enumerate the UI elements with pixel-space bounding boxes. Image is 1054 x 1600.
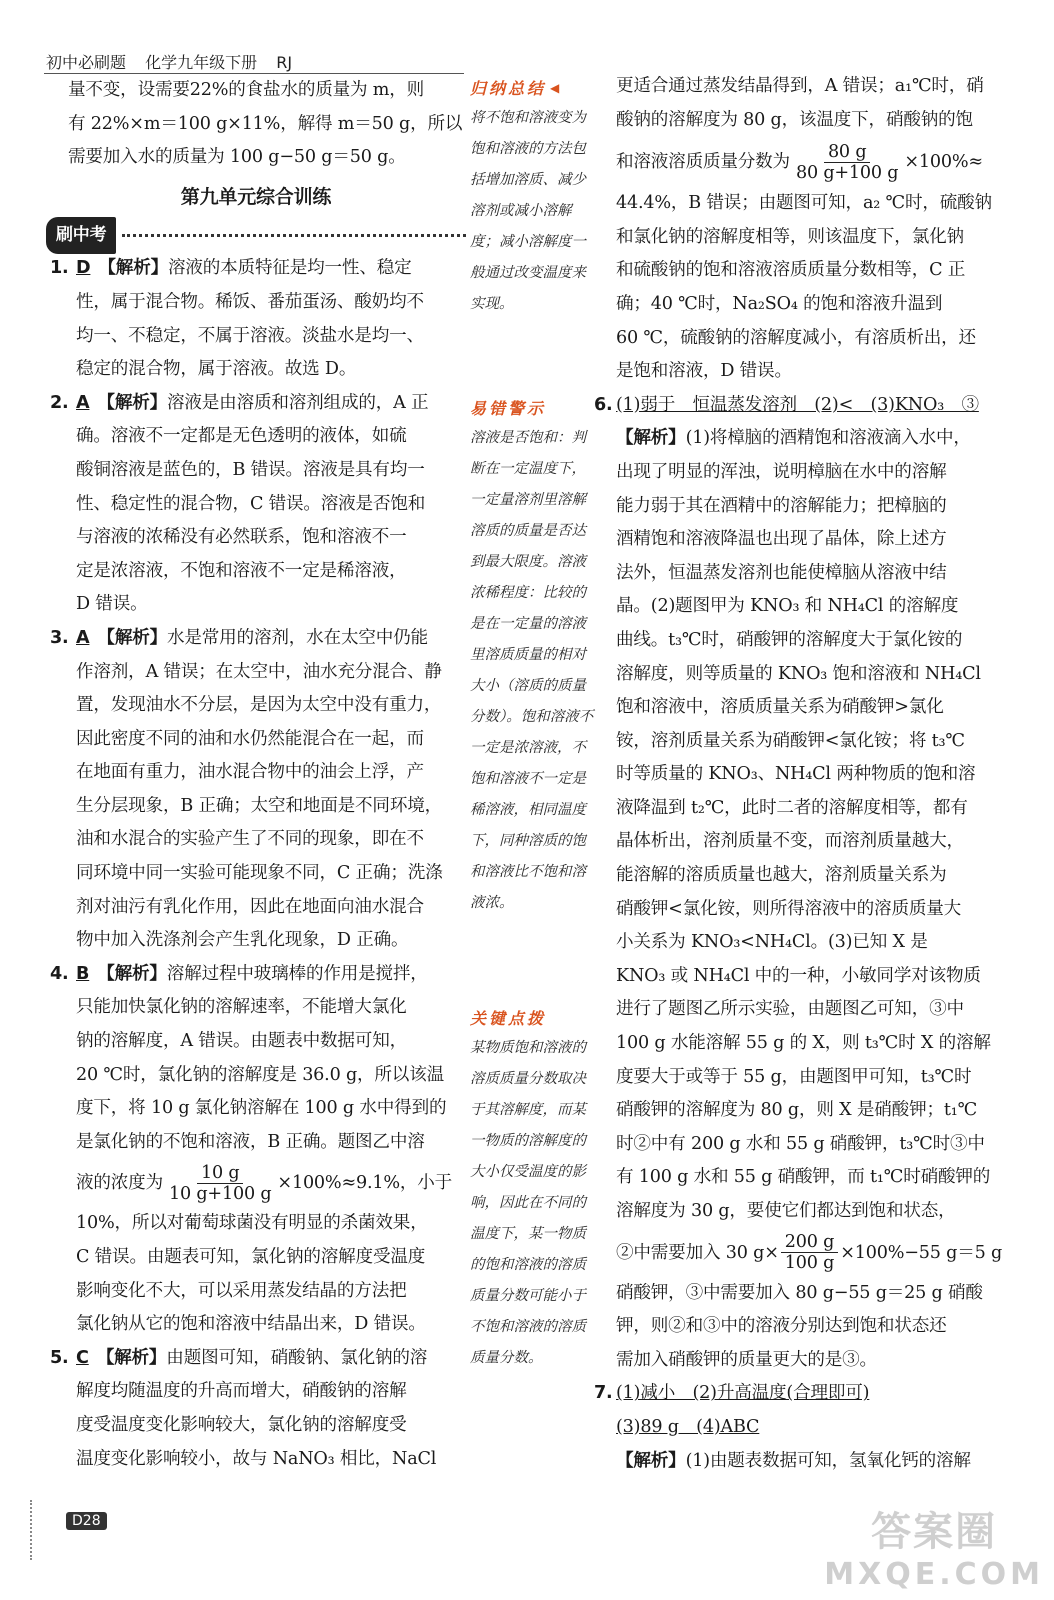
- text-line: 需要加入水的质量为 100 g−50 g＝50 g。: [68, 147, 406, 168]
- text-line: 稳定的混合物，属于溶液。故选 D。: [76, 359, 357, 380]
- text-line: 量不变，设需要22%的食盐水的质量为 m，则: [68, 80, 425, 100]
- text-line: 水是常用的溶剂，水在太空中仍能: [167, 627, 428, 648]
- text-line: 度受温度变化影响较大，氯化钠的溶解度受: [76, 1414, 407, 1435]
- text-line: 钠的溶解度，A 错误。由题表中数据可知，: [76, 1031, 407, 1052]
- triangle-left-icon: ◀: [550, 80, 563, 95]
- text-line: (1)将樟脑的酒精饱和溶液滴入水中，: [685, 428, 971, 449]
- text-line: 晶体析出，溶剂质量不变，而溶剂质量越大，: [616, 831, 964, 852]
- text-line: 出现了明显的浑浊，说明樟脑在水中的溶解: [616, 461, 947, 482]
- text-line: 时等质量的 KNO₃、NH₄Cl 两种物质的饱和溶: [616, 764, 976, 785]
- answer-letter: A: [76, 392, 90, 413]
- text-line: 因此密度不同的油和水仍然能混合在一起，而: [76, 728, 424, 749]
- side-note-warning: [470, 396, 598, 919]
- footer-dots: [30, 1500, 32, 1560]
- text-line: 和氯化钠的溶解度相等，则该温度下，氯化钠: [616, 226, 964, 247]
- text-fragment: ×100%≈: [904, 152, 983, 173]
- text-line: 溶解过程中玻璃棒的作用是搅拌，: [166, 963, 428, 984]
- question-number: 3.: [50, 627, 69, 648]
- text-line: 能溶解的溶质质量也越大，溶剂质量关系为: [616, 865, 947, 886]
- answer-letter: A: [76, 627, 90, 648]
- text-line: 曲线。t₃℃时，硝酸钾的溶解度大于氯化铵的: [616, 629, 963, 650]
- column-left: [46, 74, 466, 1476]
- text-line: 更适合通过蒸发结晶得到，A 错误；a₁℃时，硝: [616, 76, 984, 96]
- side-note-title: [470, 396, 598, 419]
- text-line: 均一、不稳定，不属于溶液。淡盐水是均一、: [76, 325, 424, 346]
- text-line: 溶解度，则等质量的 KNO₃ 饱和溶液和 NH₄Cl: [616, 663, 981, 684]
- fraction: [781, 1232, 838, 1273]
- text-line: 进行了题图乙所示实验，由题图乙可知，③中: [616, 999, 964, 1020]
- denominator: 80 g+100 g: [795, 162, 899, 183]
- text-line: 置，发现油水不分层，是因为太空中没有重力，: [76, 695, 442, 716]
- edition: RJ: [276, 53, 293, 72]
- question-number: 6.: [594, 394, 613, 415]
- question-5: [46, 1342, 466, 1476]
- text-line: 溶液的本质特征是均一性、稳定: [167, 258, 412, 279]
- fraction: [792, 142, 902, 183]
- text-line: 10%，所以对葡萄球菌没有明显的杀菌效果，: [76, 1213, 428, 1234]
- text-line: 法外，恒温蒸发溶剂也能使樟脑从溶液中结: [616, 562, 947, 583]
- text-line: 溶液是由溶质和溶剂组成的，A 正: [167, 392, 429, 413]
- question-number: 1.: [50, 258, 69, 279]
- text-line: 酸钠的溶解度为 80 g，该温度下，硝酸钠的饱: [616, 109, 973, 130]
- side-note-text: 将不饱和溶液变为饱和溶液的方法包括增加溶质、减少溶剂或减小溶解度；减小溶解度一般通过改变温度来实现。: [470, 110, 586, 312]
- text-line: 钾，则②和③中的溶液分别达到饱和状态还: [616, 1316, 947, 1337]
- text-line: 饱和溶液中，溶质质量关系为硝酸钾>氯化: [616, 697, 944, 718]
- text-line: 酒精饱和溶液降温也出现了晶体，除上述方: [616, 529, 947, 550]
- answer-letter: D: [76, 258, 91, 279]
- page-header: [46, 50, 306, 73]
- text-line: 20 ℃时，氯化钠的溶解度是 36.0 g，所以该温: [76, 1064, 444, 1085]
- text-line: 确。溶液不一定都是无色透明的液体，如硫: [76, 426, 407, 447]
- book-name: 初中必刷题: [46, 53, 127, 72]
- analysis-tag: 【解析】: [97, 963, 167, 984]
- text-line: 和硫酸钠的饱和溶液溶质质量分数相等，C 正: [616, 260, 966, 281]
- q5-continuation: [600, 70, 1020, 389]
- text-line: 硝酸钾<氯化铵，则所得溶液中的溶质质量大: [616, 898, 962, 919]
- text-line: 与溶液的浓稀没有必然联系，饱和溶液不一: [76, 527, 407, 548]
- text-line: KNO₃ 或 NH₄Cl 中的一种，小敏同学对该物质: [616, 965, 981, 986]
- side-note-title: [470, 76, 598, 99]
- column-right: [594, 70, 1020, 1478]
- analysis-tag: 【解析】: [98, 258, 168, 279]
- analysis-tag: 【解析】: [616, 428, 686, 449]
- watermark: [824, 1500, 1044, 1592]
- numerator: 200 g: [781, 1232, 838, 1253]
- text-line: 温度变化影响较小，故与 NaNO₃ 相比，NaCl: [76, 1448, 437, 1469]
- text-line: 氯化钠从它的饱和溶液中结晶出来，D 错误。: [76, 1314, 426, 1335]
- text-line: 生分层现象，B 正确；太空和地面是不同环境，: [76, 795, 442, 816]
- watermark-url: MXQE.COM: [824, 1557, 1044, 1592]
- question-2: [46, 387, 466, 622]
- title-text: 关键点拨: [470, 1009, 547, 1028]
- text-line: 解度均随温度的升高而增大，硝酸钠的溶解: [76, 1381, 407, 1402]
- text-line: 时②中有 200 g 水和 55 g 硝酸钾，t₃℃时③中: [616, 1133, 985, 1154]
- text-line: 作溶剂，A 错误；在太空中，油水充分混合、静: [76, 661, 442, 682]
- text-line: 同环境中同一实验可能现象不同，C 正确；洗涤: [76, 863, 443, 884]
- question-6: [594, 389, 1020, 1378]
- text-line: 酸铜溶液是蓝色的，B 错误。溶液是具有均一: [76, 459, 425, 480]
- text-line: 溶解度为 30 g，要使它们都达到饱和状态，: [616, 1201, 956, 1221]
- dotted-divider: [122, 234, 466, 237]
- text-line: 度下，将 10 g 氯化钠溶解在 100 g 水中得到的: [76, 1098, 447, 1119]
- question-number: 7.: [594, 1383, 613, 1404]
- text-line: 液降温到 t₂℃，此时二者的溶解度相等，都有: [616, 797, 968, 818]
- text-fragment: ②中需要加入 30 g×: [616, 1242, 779, 1263]
- analysis-tag: 【解析】: [97, 627, 167, 648]
- text-line: 小关系为 KNO₃<NH₄Cl。(3)已知 X 是: [616, 932, 928, 953]
- side-note-text: 某物质饱和溶液的溶质质量分数取决于其溶解度，而某一物质的溶解度的大小仅受温度的影响，因此在不同的温度下，某一物质的饱和溶液的溶质质量分数可能小于不饱和溶液的溶质质量分数。: [470, 1040, 586, 1366]
- denominator: 10 g+100 g: [168, 1183, 272, 1204]
- text-line: 确；40 ℃时，Na₂SO₄ 的饱和溶液升温到: [616, 293, 943, 314]
- text-line: 有 100 g 水和 55 g 硝酸钾，而 t₁℃时硝酸钾的: [616, 1167, 991, 1188]
- subject-name: 化学九年级下册: [145, 53, 258, 72]
- numerator: 80 g: [824, 142, 870, 163]
- analysis-tag: 【解析】: [96, 1347, 167, 1368]
- title-text: 归纳总结: [470, 79, 547, 98]
- text-line: C 错误。由题表可知，氯化钠的溶解度受温度: [76, 1247, 426, 1267]
- text-line: 在地面有重力，油水混合物中的油会上浮，产: [76, 762, 424, 783]
- numerator: 10 g: [197, 1163, 243, 1184]
- watermark-text: 答案圈: [871, 1509, 998, 1555]
- text-line: 是饱和溶液，D 错误。: [616, 361, 792, 382]
- side-note-key-point: [470, 1006, 598, 1374]
- question-3: [46, 622, 466, 958]
- text-line: 剂对油污有乳化作用，因此在地面向油水混合: [76, 896, 424, 917]
- text-line: 晶。(2)题图甲为 KNO₃ 和 NH₄Cl 的溶解度: [616, 596, 959, 617]
- side-note-summary: [470, 76, 598, 320]
- question-1: [46, 252, 466, 386]
- question-7: [594, 1377, 1020, 1478]
- text-line: 铵，溶剂质量关系为硝酸钾<氯化铵；将 t₃℃: [616, 730, 965, 751]
- page-number: D28: [66, 1512, 107, 1530]
- text-line: 性，属于混合物。稀饭、番茄蛋汤、酸奶均不: [76, 291, 424, 312]
- analysis-tag: 【解析】: [97, 392, 167, 413]
- side-note-text: 溶液是否饱和：判断在一定温度下，一定量溶剂里溶解溶质的质量是否达到最大限度。溶液浓稀程度：比较的是在一定量的溶液里溶质质量的相对大小（溶质的质量分数）。饱和溶液不一定是浓溶液，不饱和溶液不一定是稀溶液，相同温度下，同种溶质的饱和溶液比不饱和溶液浓。: [470, 430, 594, 911]
- answer-letter: B: [76, 963, 90, 984]
- intro-text: [46, 74, 466, 175]
- text-line: 44.4%，B 错误；由题图可知，a₂ ℃时，硫酸钠: [616, 193, 992, 214]
- text-line: 只能加快氯化钠的溶解速率，不能增大氯化: [76, 997, 407, 1018]
- fraction-line: [616, 137, 1020, 187]
- text-line: D 错误。: [76, 594, 148, 615]
- text-line: 需加入硝酸钾的质量更大的是③。: [616, 1349, 877, 1370]
- fraction: [165, 1163, 275, 1204]
- question-number: 4.: [50, 963, 69, 984]
- question-4: [46, 958, 466, 1342]
- text-line: 性、稳定性的混合物，C 错误。溶液是否饱和: [76, 493, 426, 514]
- answer-letter: C: [76, 1347, 89, 1368]
- answer-line: (3)89 g (4)ABC: [616, 1416, 760, 1437]
- question-number: 2.: [50, 392, 69, 413]
- text-line: 有 22%×m＝100 g×11%，解得 m＝50 g，所以: [68, 113, 463, 134]
- text-line: 能力弱于其在酒精中的溶解能力；把樟脑的: [616, 495, 947, 516]
- section-header: [46, 218, 466, 252]
- text-line: 由题图可知，硝酸钠、氯化钠的溶: [166, 1347, 428, 1368]
- text-line: 影响变化不大，可以采用蒸发结晶的方法把: [76, 1280, 407, 1301]
- text-fragment: 液的浓度为: [76, 1173, 163, 1194]
- text-fragment: ×100%≈9.1%，小于: [277, 1173, 453, 1194]
- answer-line: (1)减小 (2)升高温度(合理即可): [616, 1383, 870, 1404]
- fraction-line: [616, 1229, 1020, 1277]
- section-badge: 刷中考: [46, 217, 116, 255]
- text-line: 度要大于或等于 55 g，由题图甲可知，t₃℃时: [616, 1066, 972, 1087]
- question-number: 5.: [50, 1347, 69, 1368]
- text-line: 定是浓溶液，不饱和溶液不一定是稀溶液，: [76, 560, 407, 581]
- side-note-title: [470, 1006, 598, 1029]
- text-line: 100 g 水能溶解 55 g 的 X，则 t₃℃时 X 的溶解: [616, 1033, 991, 1054]
- analysis-tag: 【解析】: [616, 1450, 686, 1471]
- unit-title: 第九单元综合训练: [180, 185, 332, 208]
- text-line: 硝酸钾，③中需要加入 80 g−55 g＝25 g 硝酸: [616, 1282, 983, 1303]
- title-text: 易错警示: [470, 399, 547, 418]
- text-line: (1)由题表数据可知，氢氧化钙的溶解: [685, 1450, 971, 1471]
- text-line: 60 ℃，硫酸钠的溶解度减小，有溶质析出，还: [616, 327, 976, 348]
- answer-line: (1)弱于 恒温蒸发溶剂 (2)< (3)KNO₃ ③: [616, 394, 979, 415]
- text-fragment: 和溶液溶质质量分数为: [616, 152, 790, 173]
- text-line: 硝酸钾的溶解度为 80 g，则 X 是硝酸钾；t₁℃: [616, 1100, 978, 1121]
- fraction-line: [76, 1159, 466, 1207]
- text-line: 是氯化钠的不饱和溶液，B 正确。题图乙中溶: [76, 1131, 425, 1152]
- denominator: 100 g: [784, 1253, 835, 1274]
- text-line: 物中加入洗涤剂会产生乳化现象，D 正确。: [76, 930, 409, 951]
- text-line: 油和水混合的实验产生了不同的现象，即在不: [76, 829, 424, 850]
- text-fragment: ×100%−55 g＝5 g: [840, 1242, 1003, 1263]
